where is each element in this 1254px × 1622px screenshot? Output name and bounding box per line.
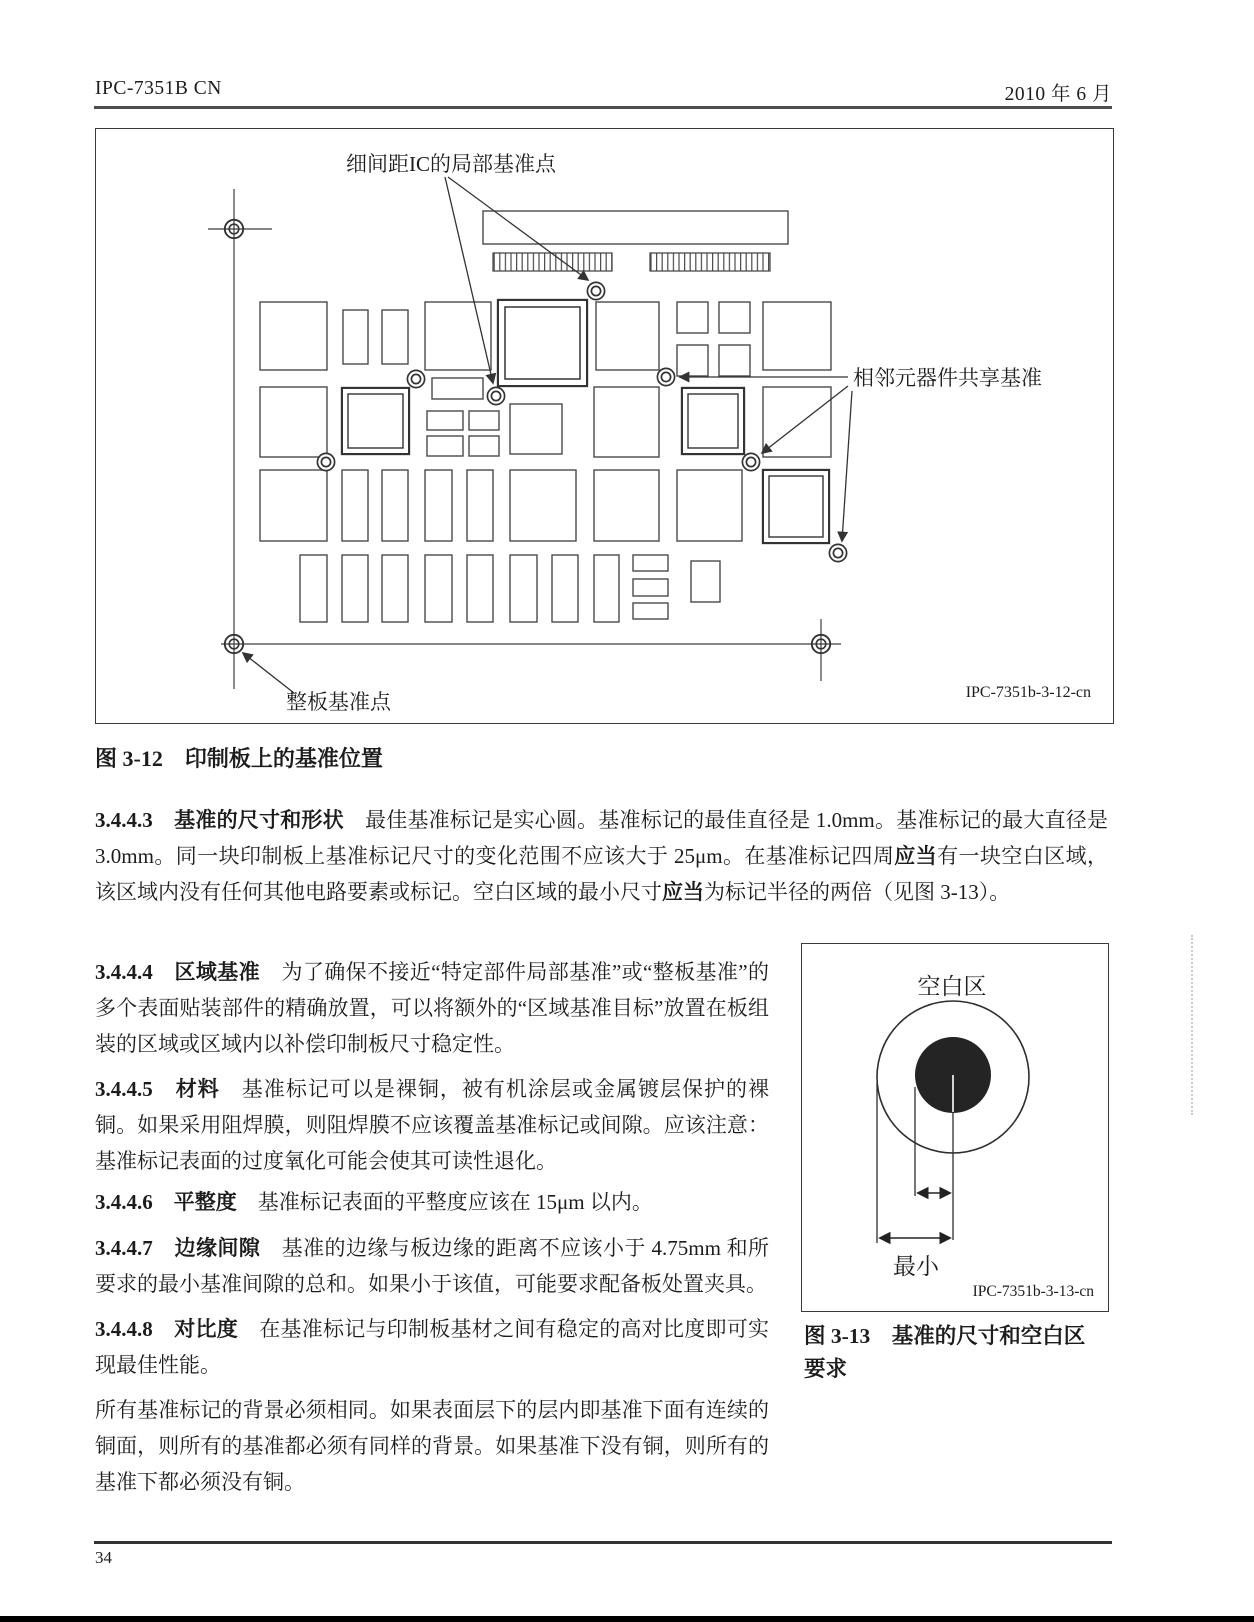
fiducial-mark-icon [317,453,334,470]
ic-footprint-fine-pitch [498,300,587,386]
fiducial-mark-icon [487,387,504,404]
figure-watermark: IPC-7351b-3-12-cn [965,684,1091,701]
header-rule [94,106,1112,109]
component-footprints [260,211,831,622]
pin-array-footprint [650,253,770,271]
closing-paragraph: 所有基准标记的背景必须相同。如果表面层下的层内即基准下面有连续的铜面，则所有的基准都必须有同样的背景。如果基准下没有铜，则所有的基准下都必须没有铜。 [95,1398,769,1494]
label-global-fiducial: 整板基准点 [286,690,391,714]
fiducial-mark-icon [829,544,846,561]
ic-footprint-fine-pitch [682,388,744,454]
label-shared-fiducial: 相邻元器件共享基准 [853,366,1042,390]
scan-artifact-dots [1191,935,1193,1115]
section-3-4-4-5: 3.4.4.5 材料 基准标记可以是裸铜，被有机涂层或金属镀层保护的裸铜。如果采用阻焊膜，则阻焊膜不应该覆盖基准标记或间隙。应该注意：基准标记表面的过度氧化可能会使其可读性退化。 [95,1077,770,1173]
figure-3-13-caption-line2: 要求 [804,1357,848,1381]
fiducial-mark-icon [407,370,424,387]
label-local-fiducial: 细间距IC的局部基准点 [346,152,556,176]
fiducial-mark-icon [587,282,604,299]
fiducial-clearance-diagram [802,944,1105,1308]
pcb-fiducial-diagram [96,129,1113,723]
figure-3-12 [95,128,1114,724]
section-3-4-4-7: 3.4.4.7 边缘间隙 基准的边缘与板边缘的距离不应该小于 4.75mm 和所要求的最小基准间隙的总和。如果小于该值，可能要求配备板处置夹具。 [95,1236,769,1296]
section-3-4-4-3: 3.4.4.3 基准的尺寸和形状 最佳基准标记是实心圆。基准标记的最佳直径是 1.0mm。基准标记的最大直径是 3.0mm。同一块印制板上基准标记尺寸的变化范围不应该大于 25μm。在基准标记四周应当有一块空白区域，该区域内没有任何其他电路要素或标记。空白区域的最小尺寸应当为标记半径的两倍（见图 3-13）。 [95,808,1109,904]
section-3-4-4-6: 3.4.4.6 平整度 基准标记表面的平整度应该在 15μm 以内。 [95,1190,653,1214]
figure-watermark: IPC-7351b-3-13-cn [972,1283,1094,1300]
label-minimum: 最小 [893,1254,939,1279]
pin-array-footprint [493,253,612,271]
figure-3-12-caption: 图 3-12 印制板上的基准位置 [95,746,383,771]
figure-3-13-caption-line1: 图 3-13 基准的尺寸和空白区 [804,1324,1086,1348]
header-date: 2010 年 6 月 [1004,84,1112,105]
footer-rule [94,1541,1112,1544]
section-3-4-4-8: 3.4.4.8 对比度 在基准标记与印制板基材之间有稳定的高对比度即可实现最佳性能。 [95,1317,769,1377]
page-number: 34 [95,1548,112,1567]
ic-footprint-fine-pitch [763,470,829,543]
fiducial-mark-icon [742,453,759,470]
ic-footprint-fine-pitch [342,388,409,454]
section-3-4-4-4: 3.4.4.4 区域基准 为了确保不接近“特定部件局部基准”或“整板基准”的多个表面贴装部件的精确放置，可以将额外的“区域基准目标”放置在板组装的区域或区域内以补偿印制板尺寸稳定性。 [95,960,769,1056]
page-edge-bar [0,1616,1254,1622]
label-clearance-area: 空白区 [917,974,987,999]
header-doc-id: IPC-7351B CN [95,78,222,99]
figure-3-13 [801,943,1109,1312]
fiducial-mark-icon [657,368,674,385]
